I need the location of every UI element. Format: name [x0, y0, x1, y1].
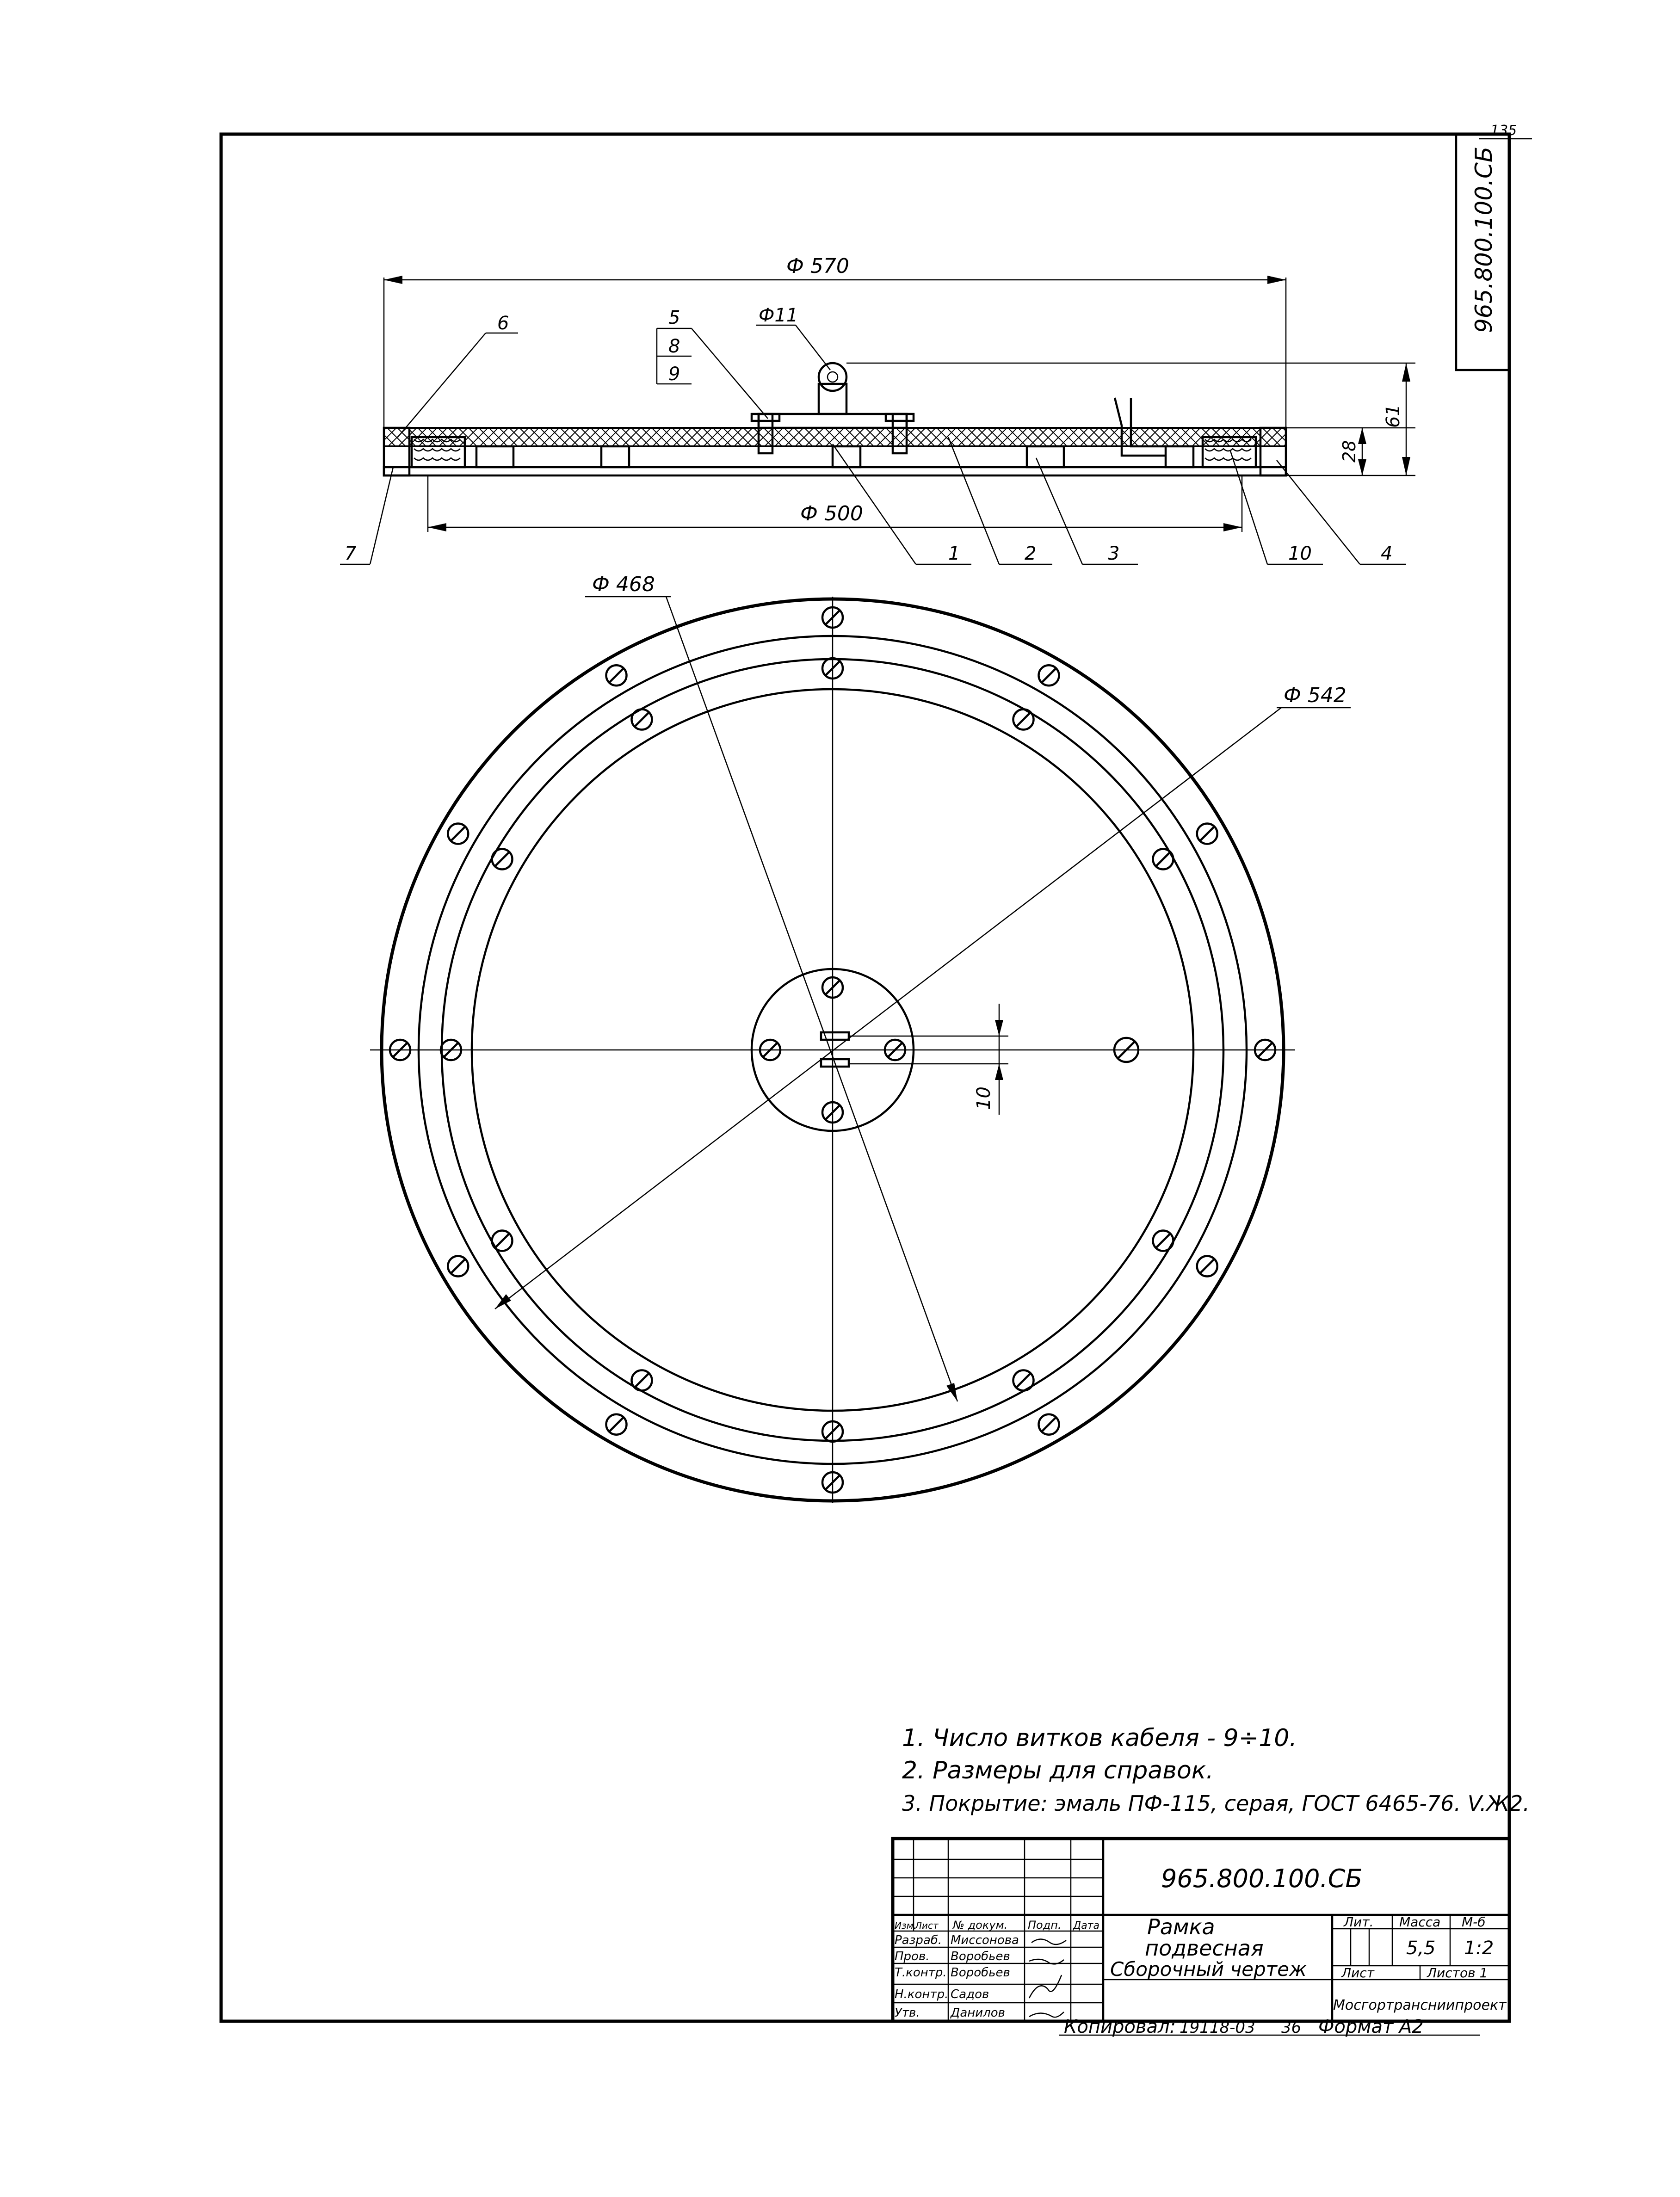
- section-base: [384, 467, 1286, 475]
- cable-outlet: [1115, 398, 1166, 456]
- callout-3: 3: [1108, 543, 1120, 564]
- section-plate: [384, 428, 1286, 446]
- note-2: 2. Размеры для справок.: [902, 1757, 1214, 1784]
- tb-role-0: Разраб.: [895, 1933, 942, 1947]
- tb-mass-value: 5,5: [1406, 1938, 1436, 1959]
- dim-500: [428, 475, 1242, 532]
- bolt-outer-7: [448, 824, 468, 844]
- callout-6: 6: [497, 313, 509, 334]
- tb-name-4: Данилов: [951, 2006, 1005, 2020]
- tb-name-3: Садов: [951, 1987, 989, 2001]
- tb-header-list: Лист: [915, 1920, 939, 1931]
- page-number: 135: [1490, 123, 1517, 139]
- bolt-outer-2: [1039, 1414, 1059, 1435]
- tb-header-sign: Подп.: [1028, 1919, 1062, 1932]
- callout-5: 5: [668, 307, 680, 328]
- dim-542-label: Ф 542: [1284, 684, 1346, 707]
- callout-4: 4: [1381, 543, 1393, 564]
- tb-name-2: Воробьев: [951, 1966, 1010, 1980]
- dim-542: [495, 684, 1351, 1309]
- tb-name-1: Воробьев: [951, 1950, 1010, 1963]
- section-view: [340, 254, 1415, 564]
- plan-view: [370, 573, 1351, 1503]
- tb-header-doc: № докум.: [953, 1919, 1008, 1932]
- callout-1: 1: [948, 543, 960, 564]
- bolt-outer-8: [606, 665, 627, 685]
- bolt-inner-11: [1153, 849, 1173, 870]
- dim-468-label: Ф 468: [592, 573, 655, 596]
- bolt-inner-4: [632, 1370, 652, 1390]
- dim-468: [585, 573, 957, 1401]
- tb-name-0: Миссонова: [951, 1933, 1019, 1947]
- copied-value: 19118-03: [1180, 2018, 1255, 2037]
- tb-col-mass: Масса: [1399, 1914, 1441, 1930]
- bolt-inner-7: [492, 849, 513, 870]
- bolt-inner-2: [1013, 1370, 1034, 1390]
- callout-8: 8: [668, 336, 680, 357]
- bolt-inner-5: [492, 1231, 513, 1251]
- callout-7: 7: [345, 543, 357, 564]
- copy-line: [1059, 2016, 1480, 2037]
- tb-scale-value: 1:2: [1464, 1938, 1494, 1959]
- bolt-outer-1: [1197, 1256, 1217, 1277]
- tb-signatures: [1029, 1939, 1066, 2018]
- note-1: 1. Число витков кабеля - 9÷10.: [902, 1724, 1297, 1752]
- tb-title-line2: подвесная: [1145, 1936, 1264, 1961]
- dim-11-label: Ф11: [759, 305, 798, 326]
- tb-col-litera: Лит.: [1344, 1914, 1374, 1930]
- dim-28-label: 28: [1339, 440, 1359, 463]
- bolt-inner-1: [1153, 1231, 1173, 1251]
- bolt-outer-10: [1039, 665, 1059, 685]
- dim-11: [756, 305, 830, 370]
- tb-role-4: Утв.: [895, 2006, 920, 2020]
- tb-title-line3: Сборочный чертеж: [1110, 1958, 1307, 1981]
- tb-role-1: Пров.: [895, 1950, 930, 1963]
- format-label: Формат А2: [1318, 2016, 1424, 2037]
- tb-sheets-label: Листов 1: [1427, 1965, 1488, 1981]
- dim-570-label: Ф 570: [786, 254, 849, 278]
- bolt-outer-5: [448, 1256, 468, 1277]
- tb-role-2: Т.контр.: [895, 1966, 947, 1980]
- copied-num: 36: [1281, 2018, 1302, 2037]
- tb-title-line1: Рамка: [1147, 1914, 1215, 1939]
- tb-header-izm: Изм.: [895, 1920, 917, 1931]
- tb-col-scale: М-б: [1462, 1914, 1486, 1930]
- title-block: [893, 1839, 1509, 2021]
- dim-570: [384, 254, 1286, 428]
- bolt-outer-4: [606, 1414, 627, 1435]
- tb-sheet-label: Лист: [1341, 1965, 1374, 1981]
- rotated-doc-code: 965.800.100.СБ: [1470, 146, 1497, 333]
- notes: [902, 1724, 1530, 1816]
- tb-organization: Мосгортрансниипроект: [1333, 1997, 1507, 2013]
- callout-10: 10: [1288, 543, 1312, 564]
- note-3: 3. Покрытие: эмаль ПФ-115, серая, ГОСТ 6465-76. V.Ж2.: [902, 1791, 1530, 1816]
- callout-9: 9: [668, 364, 680, 385]
- bolt-inner-8: [632, 710, 652, 730]
- tb-header-date: Дата: [1073, 1920, 1099, 1932]
- bolt-outer-11: [1197, 824, 1217, 844]
- dim-10-label: 10: [973, 1086, 994, 1110]
- tb-designation: 965.800.100.СБ: [1161, 1864, 1363, 1893]
- dim-61-label: 61: [1383, 404, 1404, 428]
- bolt-inner-10: [1013, 710, 1034, 730]
- dim-500-label: Ф 500: [800, 502, 863, 525]
- tb-role-3: Н.контр.: [895, 1987, 949, 2001]
- copied-label: Копировал:: [1064, 2016, 1176, 2037]
- callout-2: 2: [1025, 543, 1037, 564]
